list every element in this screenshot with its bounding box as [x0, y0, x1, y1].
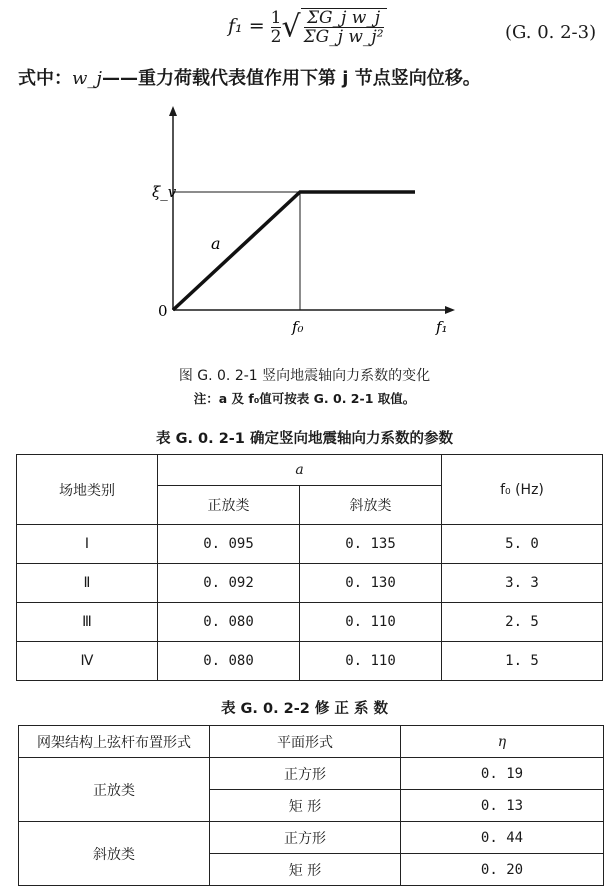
equation-number: (G. 0. 2-3)	[505, 22, 597, 43]
table1-f0: 3. 3	[442, 564, 603, 603]
table2-header-eta: η	[401, 726, 604, 758]
table1-xie: 0. 135	[300, 525, 442, 564]
table1-site: Ⅰ	[17, 525, 158, 564]
table2-group-zheng: 正放类	[19, 758, 210, 822]
x-axis-arrow	[445, 306, 455, 314]
formula-sqrt-numerator: ΣG_j w_j	[307, 8, 381, 28]
table2-header-row	[19, 726, 604, 758]
table2-header-layout: 网架结构上弦杆布置形式	[19, 726, 210, 758]
table1-header-a: a	[158, 455, 442, 486]
table2-shape: 矩 形	[210, 790, 401, 822]
formula-half-numerator: 1	[270, 7, 282, 28]
formula-sqrt-denominator: ΣG_j w_j²	[303, 27, 384, 47]
table1-xie: 0. 110	[300, 642, 442, 681]
table1-xie: 0. 110	[300, 603, 442, 642]
table2-eta: 0. 44	[401, 822, 604, 854]
table2-shape: 矩 形	[210, 854, 401, 886]
x-tick-label: f₀	[292, 318, 304, 336]
table1-xie: 0. 130	[300, 564, 442, 603]
formula	[228, 8, 387, 46]
y-axis-arrow	[169, 106, 177, 116]
curve-label: a	[211, 234, 221, 253]
table1-sub-zheng: 正放类	[158, 486, 300, 525]
formula-lhs: f₁ =	[228, 15, 265, 37]
table2	[18, 725, 604, 886]
table-row	[17, 642, 603, 681]
figure-caption: 图 G. 0. 2-1 竖向地震轴向力系数的变化	[178, 368, 431, 384]
table2-header-shape: 平面形式	[210, 726, 401, 758]
table1-zheng: 0. 095	[158, 525, 300, 564]
formula-sqrt-fraction	[301, 8, 387, 46]
figure-note: 注：a 及 f₀值可按表 G. 0. 2-1 取值。	[193, 391, 416, 406]
table2-eta: 0. 20	[401, 854, 604, 886]
table-row	[17, 603, 603, 642]
table1-header-site: 场地类别	[17, 455, 158, 525]
formula-half-denominator: 2	[270, 26, 282, 47]
sqrt-sign: √	[281, 9, 301, 45]
table1-f0: 2. 5	[442, 603, 603, 642]
table1-f0: 5. 0	[442, 525, 603, 564]
table1-header-f0: f₀ (Hz)	[442, 455, 603, 525]
definition-line	[18, 64, 481, 90]
table1-site: Ⅱ	[17, 564, 158, 603]
table2-eta: 0. 13	[401, 790, 604, 822]
origin-label: 0	[158, 302, 168, 320]
x-axis-label: f₁	[436, 318, 448, 336]
table1	[16, 454, 603, 681]
y-axis-label: ξ_v	[152, 183, 177, 201]
table1-zheng: 0. 080	[158, 642, 300, 681]
table1-zheng: 0. 080	[158, 603, 300, 642]
table2-shape: 正方形	[210, 822, 401, 854]
table2-eta: 0. 19	[401, 758, 604, 790]
definition-text: ——重力荷载代表值作用下第 j 节点竖向位移。	[102, 68, 481, 89]
definition-prefix: 式中：	[18, 68, 72, 89]
table-row	[17, 525, 603, 564]
table1-site: Ⅳ	[17, 642, 158, 681]
table2-shape: 正方形	[210, 758, 401, 790]
table2-group-xie: 斜放类	[19, 822, 210, 886]
table1-zheng: 0. 092	[158, 564, 300, 603]
coefficient-curve	[173, 192, 415, 310]
formula-half	[271, 9, 282, 46]
table1-site: Ⅲ	[17, 603, 158, 642]
table-row	[17, 564, 603, 603]
figure-graph	[0, 100, 609, 350]
table2-title: 表 G. 0. 2-2 修 正 系 数	[220, 701, 389, 717]
definition-symbol: w_j	[72, 68, 102, 89]
table-row	[19, 758, 604, 790]
table1-sub-xie: 斜放类	[300, 486, 442, 525]
table1-header-row	[17, 455, 603, 486]
table-row	[19, 822, 604, 854]
table1-f0: 1. 5	[442, 642, 603, 681]
table1-title: 表 G. 0. 2-1 确定竖向地震轴向力系数的参数	[156, 431, 453, 447]
